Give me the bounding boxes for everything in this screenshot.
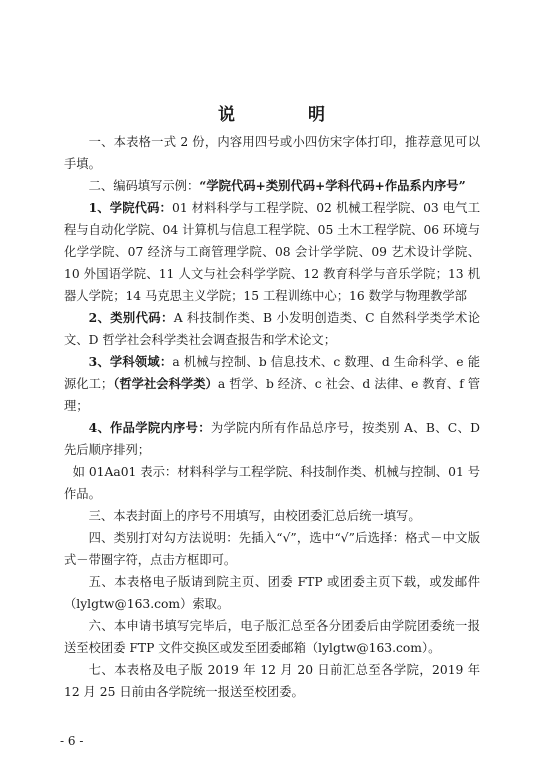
paragraph-college-codes xyxy=(64,197,480,307)
paragraph-coding-example xyxy=(64,175,480,197)
paragraph-deadline: 七、本表格及电子版 2019 年 12 月 20 日前汇总至各学院，2019 年 12 月 25 日前由各学院统一报送至校团委。 xyxy=(64,663,480,699)
subject-field-social-label: （哲学社会科学类） xyxy=(113,376,218,391)
category-code-list: A 科技制作类、B 小发明创造类、C 自然科学类学术论文、D 哲学社会科学类社会调查报告和学术论文； xyxy=(64,311,480,347)
page-number: - 6 - xyxy=(60,734,84,748)
subject-field-social: a 哲学、b 经济、c 社会、d 法律、e 教育、f 管理； xyxy=(64,377,480,413)
coding-example-format: “学院代码+类别代码+学科代码+作品系内序号” xyxy=(199,178,466,193)
paragraph-form-copies: 一、本表格一式 2 份，内容用四号或小四仿宋字体打印，推荐意见可以手填。 xyxy=(64,135,480,171)
category-code-label: 2、类别代码： xyxy=(88,310,174,325)
paragraph-cover-serial: 三、本表封面上的序号不用填写，由校团委汇总后统一填写。 xyxy=(88,509,421,523)
paragraph-subject-fields xyxy=(64,351,480,417)
paragraph-category-codes xyxy=(64,307,480,351)
paragraph-serial-number xyxy=(64,417,480,461)
subject-field-science: a 机械与控制、b 信息技术、c 数理、d 生命科学、e 能源化工； xyxy=(64,355,480,391)
college-code-label: 1、学院代码： xyxy=(88,200,173,215)
paragraph-submission: 六、本申请书填写完毕后，电子版汇总至各分团委后由学院团委统一报送至校团委 FTP 文件交换区或发至团委邮箱（lylgtw@163.com）。 xyxy=(64,619,480,655)
document-body xyxy=(64,131,480,703)
coding-example-prefix: 二、编码填写示例： xyxy=(88,179,200,193)
paragraph-example-code: 如 01Aa01 表示：材料科学与工程学院、科技制作类、机械与控制、01 号作品。 xyxy=(64,465,480,501)
college-code-list: 01 材料科学与工程学院、02 机械工程学院、03 电气工程与自动化学院、04 计算机与信息工程学院、05 土木工程学院、06 环境与化学学院、07 经济与工商管理学院、08 会计学学院、09 艺术设计学院、10 外国语学院、11 人文与社会科学学院、12 教育科学与音乐学院；13 机器人学院；14 马克思主义学院；15 工程训练中心；16 数学与物理教学部 xyxy=(64,201,481,303)
subject-field-label: 3、学科领域： xyxy=(88,354,173,369)
page-title: 说 明 xyxy=(218,105,353,125)
paragraph-checkmark-method: 四、类别打对勾方法说明：先插入“√”，选中“√”后选择：格式－中文版式－带圈字符，点击方框即可。 xyxy=(64,531,480,567)
paragraph-download: 五、本表格电子版请到院主页、团委 FTP 或团委主页下载，或发邮件（lylgtw@163.com）索取。 xyxy=(64,575,480,611)
serial-number-label: 4、作品学院内序号： xyxy=(88,420,211,435)
serial-number-text: 为学院内所有作品总序号，按类别 A、B、C、D 先后顺序排列； xyxy=(64,421,480,457)
